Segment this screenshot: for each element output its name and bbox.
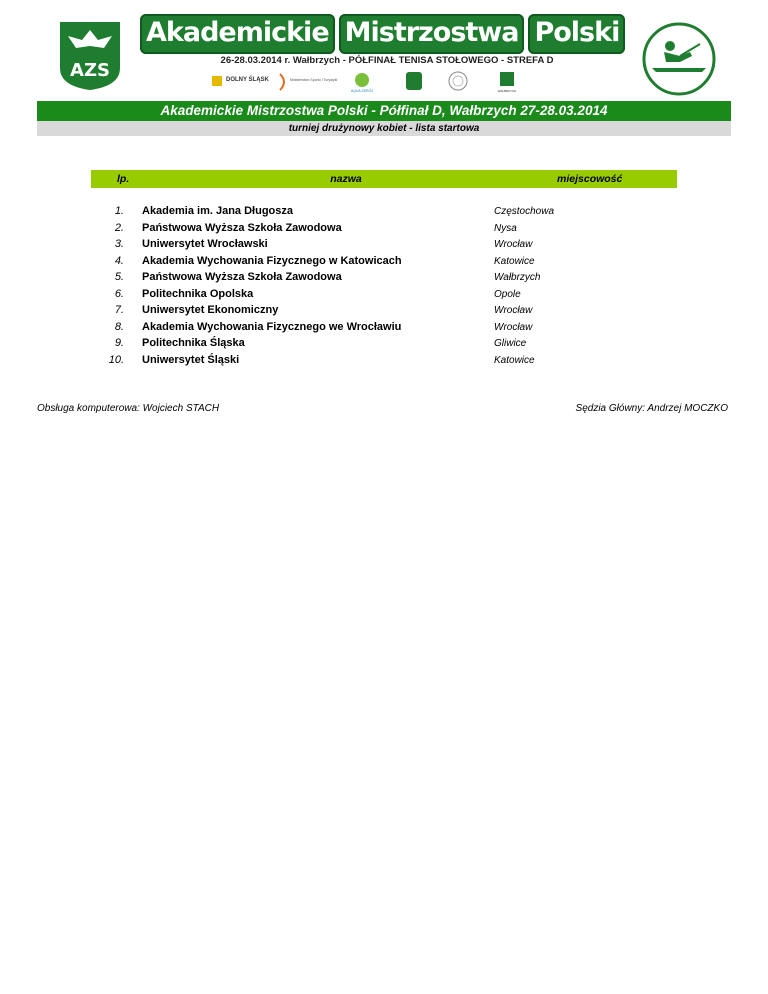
banner-word-3: Polski [528,14,625,54]
row-number: 10. [108,353,124,366]
row-name: Państwowa Wyższa Szkoła Zawodowa [142,271,342,283]
dolny-slask-logo-icon [212,76,270,86]
row-number: 4. [114,254,124,267]
header-lp: lp. [117,173,130,185]
row-city: Wrocław [494,321,533,333]
subtitle-bar: turniej drużynowy kobiet - lista startowa [37,121,731,136]
banner-word-1: Akademickie [140,14,335,54]
start-list [0,205,768,370]
row-number: 2. [114,221,124,234]
row-city: Wrocław [494,305,533,316]
aqua-zdroj-logo-icon [351,73,374,93]
row-number: 3. [114,238,124,250]
table-row [0,205,768,222]
header-city: miejscowość [557,173,623,185]
table-row [0,337,768,354]
row-name: Uniwersytet Śląski [142,353,240,366]
row-name: Uniwersytet Wrocławski [142,238,268,250]
sponsor-text-walbrzych: WAŁBRZYCH [497,89,517,93]
banner-title [140,14,634,54]
row-name: Akademia im. Jana Długosza [142,205,293,217]
table-row [0,238,768,255]
walbrzych-logo-icon [498,72,517,93]
table-row [0,354,768,371]
row-name: Państwowa Wyższa Szkoła Zawodowa [142,221,342,234]
row-city: Gliwice [494,338,527,349]
footer-referee: Sędzia Główny: Andrzej MOCZKO [575,403,728,414]
row-name: Akademia Wychowania Fizycznego we Wrocławiu [142,320,402,333]
row-number: 1. [114,205,124,217]
row-city: Nysa [494,222,517,234]
row-name: Akademia Wychowania Fizycznego w Katowicach [142,254,402,267]
row-city: Wrocław [494,239,533,250]
university-seal-icon [449,72,467,90]
banner-word-2: Mistrzostwa [339,14,525,54]
row-city: Opole [494,288,521,300]
row-city: Katowice [494,255,535,267]
sponsor-logos [210,70,570,94]
table-row [0,321,768,338]
table-row [0,304,768,321]
row-name: Politechnika Śląska [142,337,245,349]
row-city: Katowice [494,354,535,366]
row-city: Częstochowa [494,206,555,217]
ministry-logo-icon [280,74,337,90]
row-number: 8. [114,320,124,333]
row-name: Politechnika Opolska [142,287,254,300]
table-row [0,288,768,305]
azs-logo-text: AZS [70,60,110,81]
main-title-bar: Akademickie Mistrzostwa Polski - Półfinał D, Wałbrzych 27-28.03.2014 [37,101,731,121]
event-line: 26-28.03.2014 r. Wałbrzych - PÓŁFINAŁ TENISA STOŁOWEGO - STREFA D [220,55,554,66]
rowing-logo-icon [640,22,718,96]
header-name: nazwa [330,173,362,185]
row-city: Wałbrzych [494,272,541,283]
table-row [0,222,768,239]
table-header [91,170,677,188]
azs-small-logo-icon [406,72,422,90]
row-number: 5. [114,271,124,283]
row-number: 6. [114,287,124,300]
table-row [0,255,768,272]
sponsor-text-dolny-slask: DOLNY ŚLĄSK [226,77,269,83]
row-number: 9. [114,337,124,349]
table-row [0,271,768,288]
row-name: Uniwersytet Ekonomiczny [142,304,279,316]
sponsor-text-ministry: Ministerstwo Sportu i Turystyki [290,78,338,82]
sponsor-text-aqua: AQUA ZDRÓJ [350,89,374,93]
footer-operator: Obsługa komputerowa: Wojciech STACH [37,403,220,414]
row-number: 7. [114,304,124,316]
azs-logo-icon [54,18,126,92]
